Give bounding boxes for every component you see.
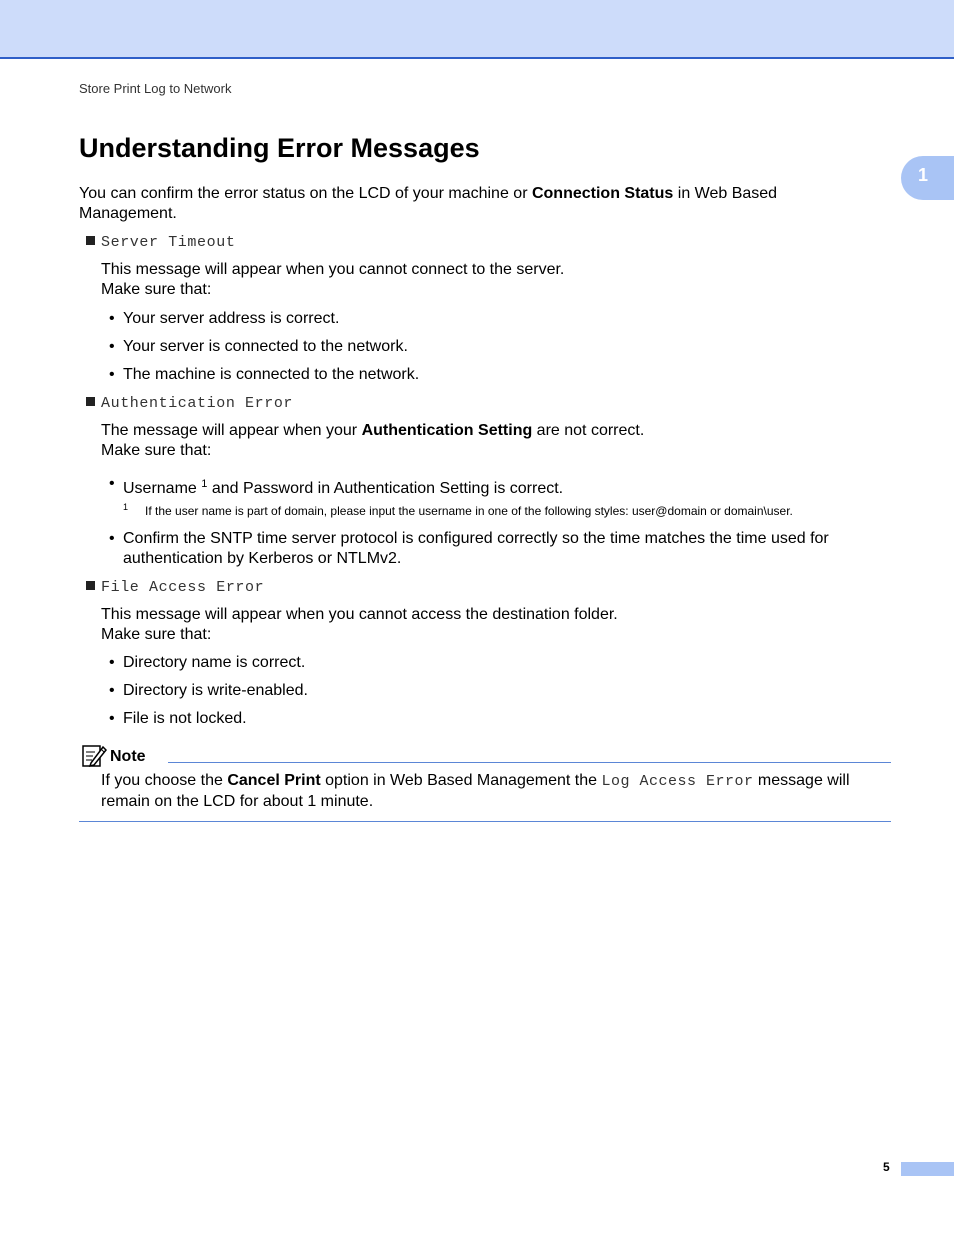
section-description — [101, 260, 891, 300]
bullet-dot-icon: • — [109, 338, 115, 355]
list-item-text: Your server address is correct. — [123, 310, 340, 327]
section-heading-label: File Access Error — [101, 579, 265, 596]
section-description — [101, 421, 891, 461]
bullet-dot-icon: • — [109, 310, 115, 327]
footnote-text: If the user name is part of domain, please input the username in one of the following styles: user@domain or domain\user. — [145, 504, 793, 518]
note-bold: Cancel Print — [227, 772, 321, 789]
list-item-text: The machine is connected to the network. — [123, 366, 420, 383]
section-heading-file-access-error — [86, 579, 264, 596]
list-item-text: Directory name is correct. — [123, 654, 306, 671]
note-text-middle: option in Web Based Management the — [320, 772, 602, 789]
page-number-bar — [901, 1162, 954, 1176]
square-bullet-icon — [86, 236, 95, 245]
note-bottom-rule — [79, 821, 891, 822]
description-text: This message will appear when you cannot connect to the server. — [101, 261, 565, 278]
note-text-start: If you choose the — [101, 772, 228, 789]
description-text-start: The message will appear when your — [101, 422, 362, 439]
chapter-tab — [901, 156, 954, 200]
bullet-dot-icon: • — [109, 530, 115, 547]
chapter-number: 1 — [918, 165, 929, 185]
note-text — [101, 771, 891, 812]
make-sure-text: Make sure that: — [101, 626, 212, 643]
note-text-end: message will remain on the LCD for about 1 minute. — [101, 772, 850, 810]
list-item-text: File is not locked. — [123, 710, 247, 727]
note-lcd-message: Log Access Error — [601, 773, 754, 790]
intro-text-end: in Web Based Management. — [79, 185, 778, 222]
list-item-text-end: and Password in Authentication Setting is correct. — [207, 480, 564, 497]
square-bullet-icon — [86, 397, 95, 406]
section-heading-label: Server Timeout — [101, 234, 236, 251]
bullet-dot-icon: • — [109, 475, 115, 492]
page-number: 5 — [883, 1160, 890, 1174]
running-header: Store Print Log to Network — [79, 81, 232, 96]
note-label: Note — [110, 748, 146, 765]
page-title: Understanding Error Messages — [79, 133, 480, 163]
footnote-number: 1 — [123, 502, 129, 512]
intro-text: You can confirm the error status on the LCD of your machine or — [79, 185, 532, 202]
intro-bold: Connection Status — [531, 185, 674, 202]
bullet-dot-icon: • — [109, 710, 115, 727]
description-bold: Authentication Setting — [361, 422, 533, 439]
header-band — [0, 0, 954, 59]
list-item-text — [123, 474, 883, 499]
section-heading-label: Authentication Error — [101, 395, 294, 412]
list-item-text: Confirm the SNTP time server protocol is configured correctly so the time matches the time used for authentication by Kerberos or NTLMv2. — [123, 530, 829, 567]
list-item-text: Your server is connected to the network. — [123, 338, 408, 355]
description-text-end: are not correct. — [532, 422, 645, 439]
section-description — [101, 605, 891, 645]
make-sure-text: Make sure that: — [101, 281, 212, 298]
section-heading-authentication-error — [86, 395, 293, 412]
bullet-dot-icon: • — [109, 682, 115, 699]
bullet-dot-icon: • — [109, 366, 115, 383]
bullet-dot-icon: • — [109, 654, 115, 671]
list-item-text-start: Username — [123, 480, 202, 497]
note-pencil-icon — [81, 743, 107, 769]
square-bullet-icon — [86, 581, 95, 590]
make-sure-text: Make sure that: — [101, 442, 212, 459]
footnote-ref: 1 — [201, 478, 208, 490]
description-text — [101, 421, 891, 441]
note-top-rule — [168, 762, 891, 763]
section-heading-server-timeout — [86, 234, 235, 251]
list-item-text: Directory is write-enabled. — [123, 682, 308, 699]
intro-paragraph — [79, 184, 879, 224]
description-text: This message will appear when you cannot access the destination folder. — [101, 606, 618, 623]
